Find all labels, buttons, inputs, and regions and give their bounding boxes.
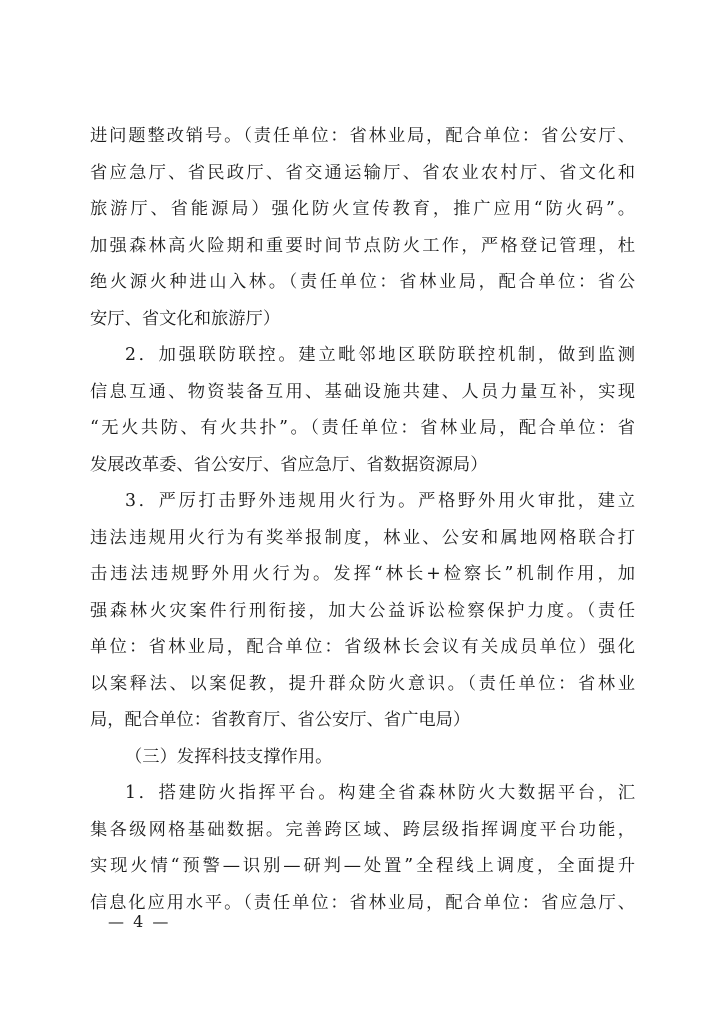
text-line: 省应急厅、省民政厅、省交通运输厅、省农业农村厅、省文化和 — [90, 162, 635, 183]
page-number: — 4 — — [108, 912, 171, 931]
body-text — [90, 118, 635, 921]
text-line: 击违法违规野外用火行为。发挥“林长+检察长”机制作用，加 — [90, 564, 635, 584]
text-line: 2．加强联防联控。建立毗邻地区联防联控机制，做到监测 — [125, 345, 635, 365]
text-line: 绝火源火种进山入林。（责任单位：省林业局，配合单位：省公 — [90, 272, 635, 292]
text-line: 实现火情“预警—识别—研判—处置”全程线上调度，全面提升 — [90, 856, 635, 876]
text-line: 单位：省林业局，配合单位：省级林长会议有关成员单位）强化 — [90, 637, 635, 657]
text-line: 3．严厉打击野外违规用火行为。严格野外用火审批，建立 — [125, 491, 635, 511]
text-line: 集各级网格基础数据。完善跨区域、跨层级指挥调度平台功能， — [90, 819, 635, 840]
text-line: 信息互通、物资装备互用、基础设施共建、人员力量互补，实现 — [90, 381, 635, 402]
text-line: 1．搭建防火指挥平台。构建全省森林防火大数据平台，汇 — [125, 783, 635, 803]
text-line: 违法违规用火行为有奖举报制度，林业、公安和属地网格联合打 — [90, 527, 635, 548]
text-line: “无火共防、有火共扑”。（责任单位：省林业局，配合单位：省 — [90, 418, 635, 438]
text-line: 强森林火灾案件行刑衔接，加大公益诉讼检察保护力度。（责任 — [90, 600, 635, 621]
text-line: 旅游厅、省能源局）强化防火宣传教育，推广应用“防火码”。 — [90, 199, 635, 219]
text-line: 加强森林高火险期和重要时间节点防火工作，严格登记管理，杜 — [90, 235, 635, 256]
text-line: 安厅、省文化和旅游厅） — [90, 308, 281, 329]
text-line: 进问题整改销号。（责任单位：省林业局，配合单位：省公安厅、 — [90, 126, 635, 146]
text-line: 以案释法、以案促教，提升群众防火意识。（责任单位：省林业 — [90, 673, 635, 694]
text-line: 发展改革委、省公安厅、省应急厅、省数据资源局） — [90, 454, 488, 475]
text-line: 信息化应用水平。（责任单位：省林业局，配合单位：省应急厅、 — [90, 892, 635, 913]
section-heading: （三）发挥科技支撑作用。 — [125, 746, 333, 767]
text-line: 局，配合单位：省教育厅、省公安厅、省广电局） — [90, 710, 471, 730]
